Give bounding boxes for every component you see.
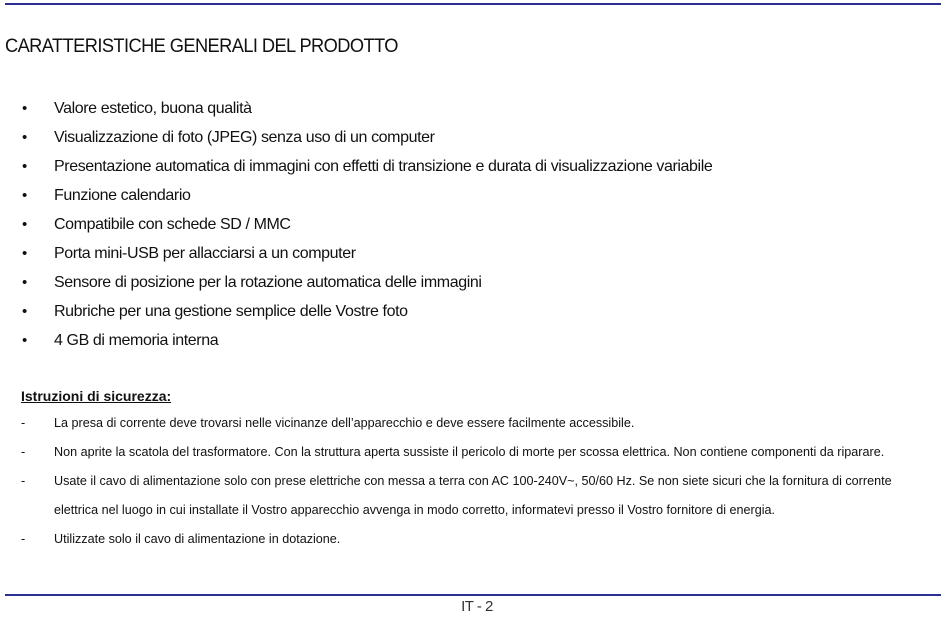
feature-text: Valore estetico, buona qualità [54, 99, 252, 117]
safety-heading: Istruzioni di sicurezza: [21, 388, 172, 404]
list-item [22, 94, 712, 123]
safety-text: Utilizzate solo il cavo di alimentazione in dotazione. [54, 532, 341, 546]
bullet-icon: • [22, 157, 27, 175]
feature-text: Sensore di posizione per la rotazione automatica delle immagini [54, 273, 482, 291]
feature-text: Porta mini-USB per allacciarsi a un computer [54, 244, 356, 262]
bullet-icon: • [22, 186, 27, 204]
safety-text: Usate il cavo di alimentazione solo con prese elettriche con messa a terra con AC 100-240V~, 50/60 Hz. Se non siete sicuri che la fornitura di corrente [54, 474, 892, 488]
bullet-icon: • [22, 244, 27, 262]
list-item [22, 210, 712, 239]
dash-icon: - [21, 416, 26, 430]
bullet-icon: • [22, 331, 27, 349]
page-number: IT - 2 [461, 598, 493, 615]
list-item [22, 297, 712, 326]
bullet-icon: • [22, 128, 27, 146]
dash-icon: - [21, 445, 26, 459]
footer-rule [5, 594, 941, 596]
dash-icon: - [21, 474, 26, 488]
feature-text: Funzione calendario [54, 186, 191, 204]
page-title: CARATTERISTICHE GENERALI DEL PRODOTTO [5, 36, 398, 57]
feature-text: 4 GB di memoria interna [54, 331, 219, 349]
list-item [22, 152, 712, 181]
list-item [22, 239, 712, 268]
header-rule [5, 3, 941, 5]
list-item [22, 326, 712, 355]
list-item [22, 123, 712, 152]
safety-text-continuation: elettrica nel luogo in cui installate il Vostro apparecchio avvenga in modo corretto, informatevi presso il Vostro fornitore di energia. [54, 503, 776, 517]
feature-text: Rubriche per una gestione semplice delle Vostre foto [54, 302, 408, 320]
bullet-icon: • [22, 215, 27, 233]
list-item [22, 268, 712, 297]
feature-text: Compatibile con schede SD / MMC [54, 215, 291, 233]
safety-text: Non aprite la scatola del trasformatore. Con la struttura aperta sussiste il pericolo di morte per scossa elettrica. Non contiene componenti da riparare. [54, 445, 885, 459]
bullet-icon: • [22, 302, 27, 320]
safety-text: La presa di corrente deve trovarsi nelle vicinanze dell’apparecchio e deve essere facilmente accessibile. [54, 416, 635, 430]
bullet-icon: • [22, 273, 27, 291]
feature-text: Visualizzazione di foto (JPEG) senza uso di un computer [54, 128, 435, 146]
feature-list [22, 94, 712, 355]
list-item [22, 181, 712, 210]
bullet-icon: • [22, 99, 27, 117]
dash-icon: - [21, 532, 26, 546]
feature-text: Presentazione automatica di immagini con effetti di transizione e durata di visualizzazione variabile [54, 157, 713, 175]
